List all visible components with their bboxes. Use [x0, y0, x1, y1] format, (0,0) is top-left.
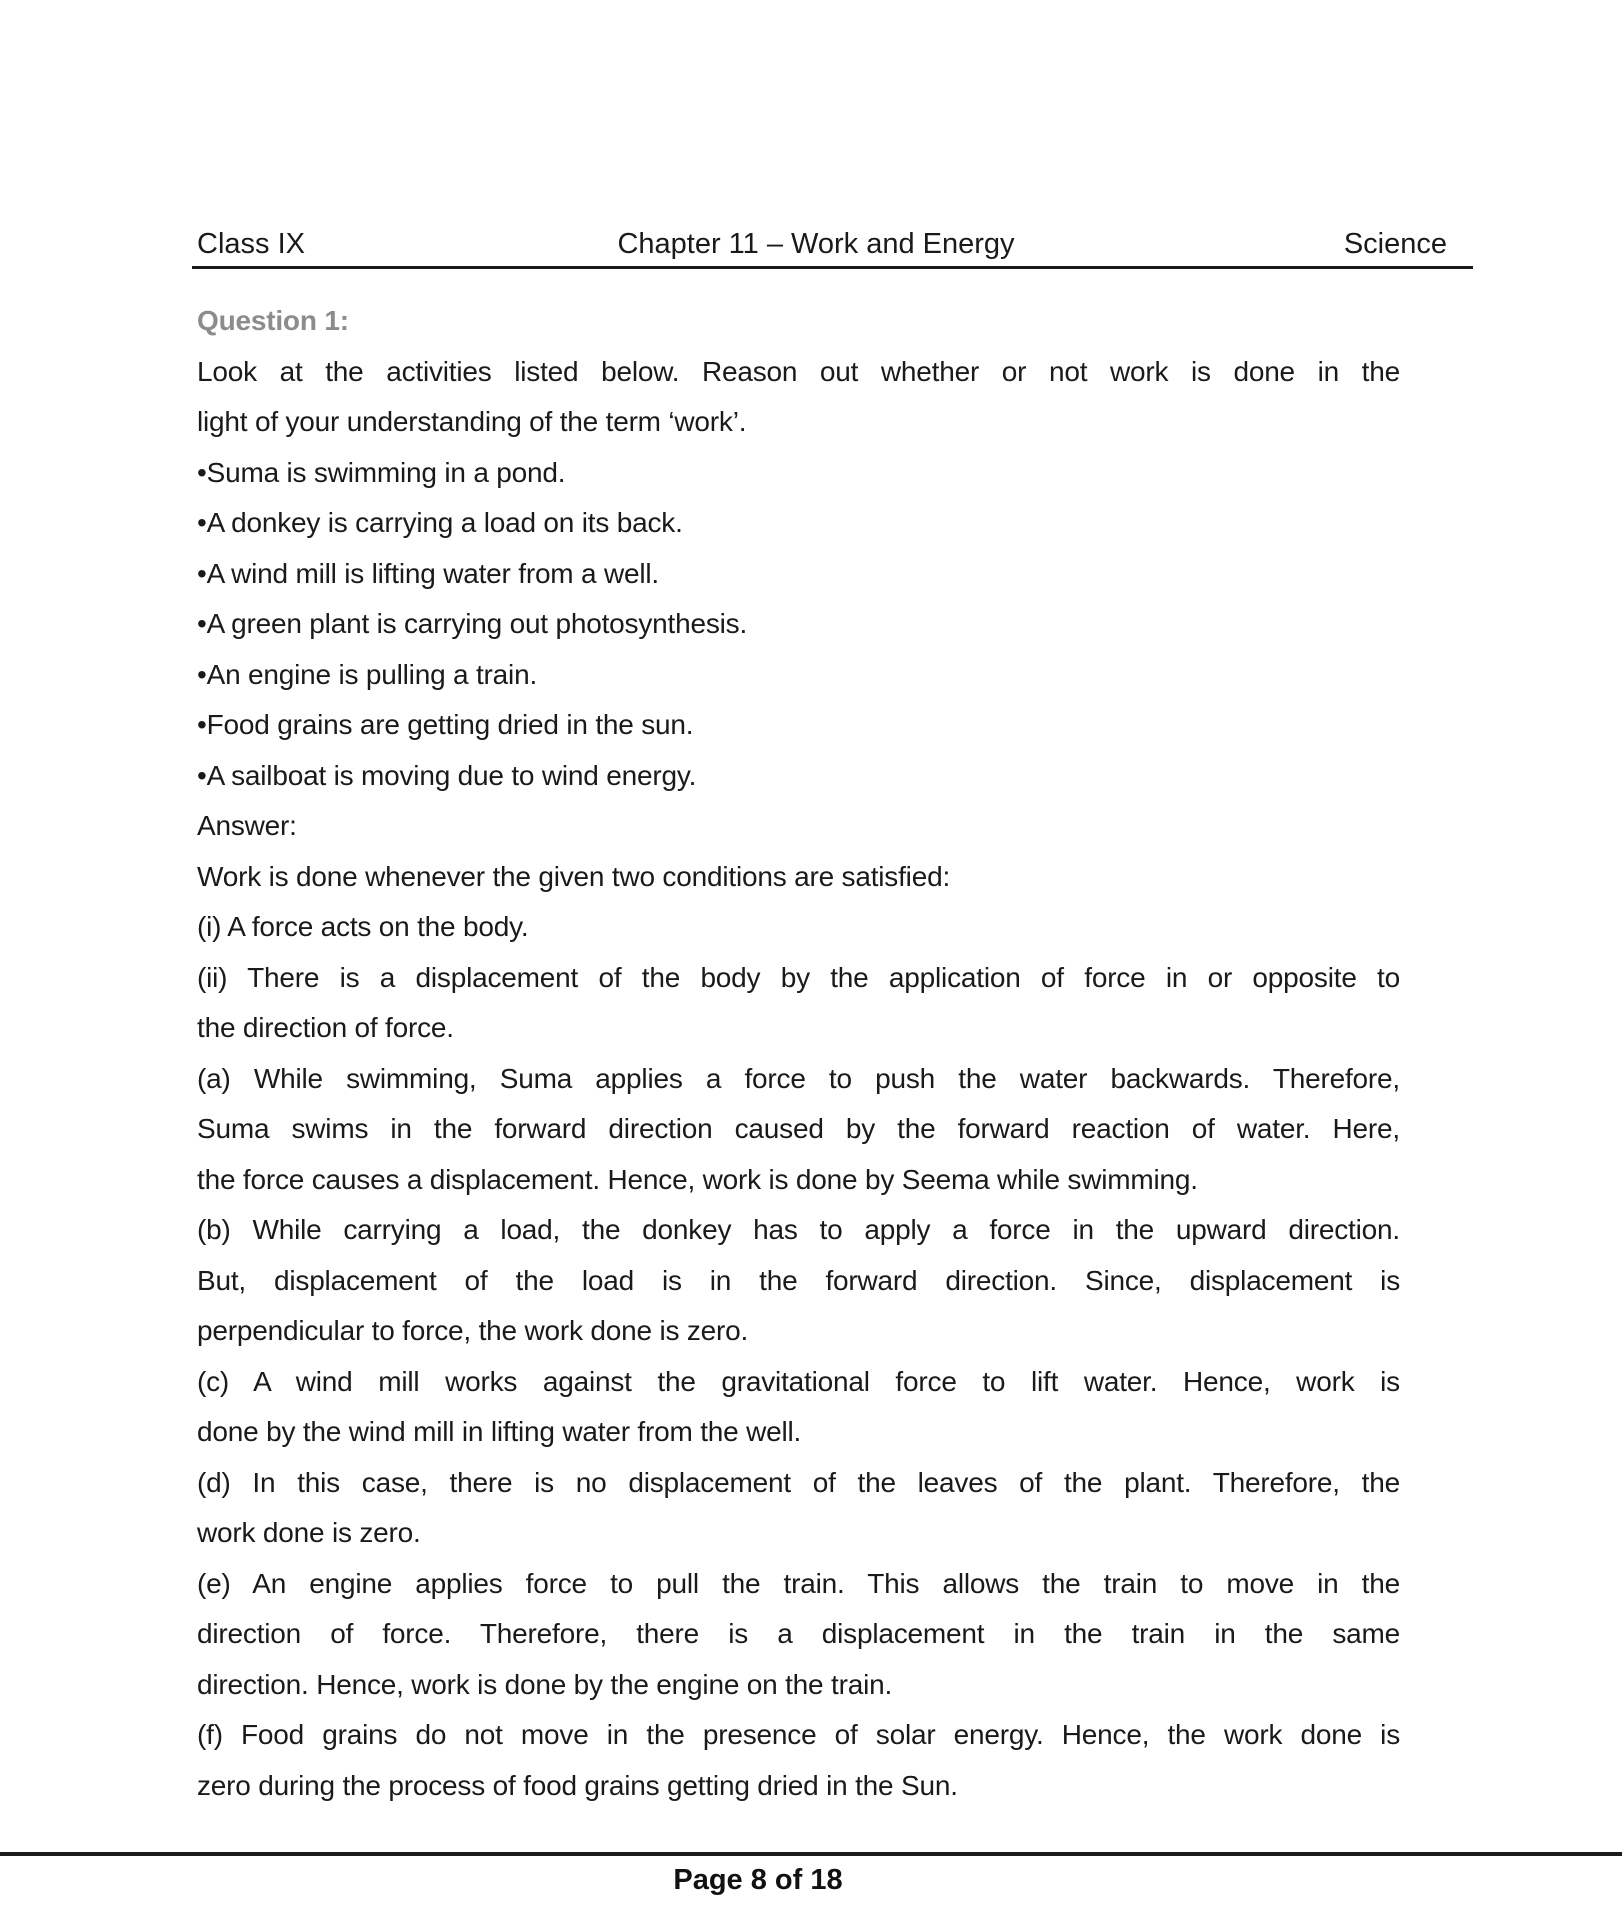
- bullet-item: •Food grains are getting dried in the sun.: [197, 709, 694, 740]
- explanation-f-paragraph: [197, 1710, 1400, 1811]
- bullet-item: •A sailboat is moving due to wind energy.: [197, 759, 697, 791]
- explanation-d-paragraph: [197, 1458, 1400, 1559]
- page-header: [192, 228, 1473, 269]
- text-line: (a) While swimming, Suma applies a force to push the water backwards. Therefore,: [197, 1062, 1400, 1094]
- bullet-item: •A green plant is carrying out photosynthesis.: [197, 608, 748, 639]
- question-label-paragraph: [197, 296, 1400, 347]
- bullet-item: •A donkey is carrying a load on its back.: [197, 507, 683, 538]
- text-line: the force causes a displacement. Hence, work is done by Seema while swimming.: [197, 1163, 1198, 1195]
- text-line: perpendicular to force, the work done is zero.: [197, 1315, 749, 1346]
- text-line: work done is zero.: [197, 1517, 421, 1548]
- header-subject-label: Science: [1343, 228, 1447, 260]
- text-line: light of your understanding of the term ‘work’.: [197, 406, 747, 437]
- text-line: (b) While carrying a load, the donkey has to apply a force in the upward direction.: [197, 1214, 1400, 1245]
- question-label: Question 1:: [197, 305, 349, 336]
- condition-ii-paragraph: [197, 953, 1400, 1054]
- text-line: But, displacement of the load is in the forward direction. Since, displacement is: [197, 1264, 1400, 1296]
- header-chapter-title: Chapter 11 – Work and Energy: [617, 228, 1015, 260]
- text-line: (d) In this case, there is no displacement of the leaves of the plant. Therefore, the: [197, 1466, 1400, 1498]
- explanation-a-paragraph: [197, 1054, 1400, 1206]
- bullet-list: [197, 448, 1400, 802]
- explanation-e-paragraph: [197, 1559, 1400, 1711]
- text-line: (e) An engine applies force to pull the train. This allows the train to move in the: [197, 1567, 1400, 1599]
- text-line: (i) A force acts on the body.: [197, 911, 529, 942]
- text-line: Work is done whenever the given two conditions are satisfied:: [197, 860, 951, 892]
- text-line: (ii) There is a displacement of the body by the application of force in or opposite to: [197, 961, 1400, 993]
- text-line: (f) Food grains do not move in the presence of solar energy. Hence, the work done is: [197, 1719, 1400, 1750]
- page-number-label: Page 8 of 18: [673, 1864, 843, 1896]
- header-class-label: Class IX: [197, 228, 305, 260]
- text-line: Suma swims in the forward direction caused by the forward reaction of water. Here,: [197, 1113, 1400, 1144]
- text-line: the direction of force.: [197, 1012, 454, 1043]
- explanation-b-paragraph: [197, 1205, 1400, 1357]
- condition-i-paragraph: [197, 902, 1400, 953]
- text-line: direction. Hence, work is done by the engine on the train.: [197, 1668, 893, 1700]
- document-body: [197, 296, 1400, 1811]
- text-line: zero during the process of food grains getting dried in the Sun.: [197, 1769, 958, 1801]
- bullet-item: •An engine is pulling a train.: [197, 658, 538, 690]
- text-line: (c) A wind mill works against the gravitational force to lift water. Hence, work is: [197, 1365, 1400, 1397]
- footer-divider: [0, 1852, 1622, 1856]
- text-line: Look at the activities listed below. Reason out whether or not work is done in the: [197, 355, 1400, 387]
- bullet-item: •Suma is swimming in a pond.: [197, 456, 566, 488]
- explanation-c-paragraph: [197, 1357, 1400, 1458]
- text-line: done by the wind mill in lifting water from the well.: [197, 1416, 802, 1447]
- text-line: direction of force. Therefore, there is a displacement in the train in the same: [197, 1618, 1400, 1649]
- answer-label: Answer:: [197, 810, 297, 841]
- question-text-paragraph: [197, 347, 1400, 448]
- bullet-item: •A wind mill is lifting water from a well.: [197, 557, 659, 589]
- answer-label-paragraph: [197, 801, 1400, 852]
- answer-intro-paragraph: [197, 852, 1400, 903]
